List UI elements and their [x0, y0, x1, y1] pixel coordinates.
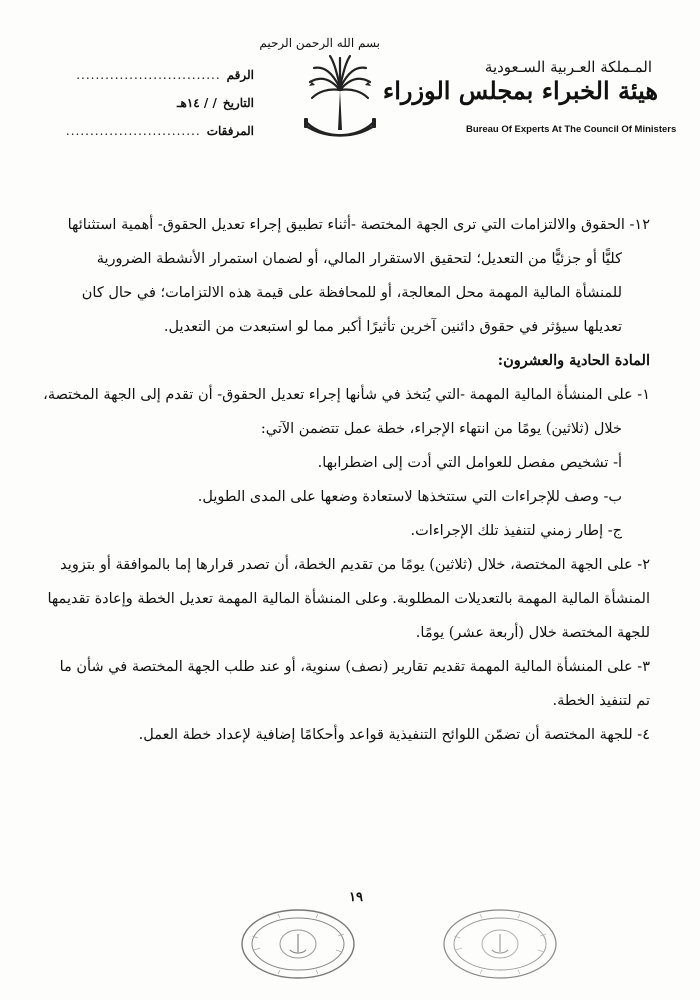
saudi-emblem	[259, 36, 380, 146]
text-line: خلال (ثلاثين) يومًا من انتهاء الإجراء، خطة عمل تتضمن الآتي:	[260, 421, 622, 437]
article-heading: المادة الحادية والعشرون:	[497, 352, 650, 369]
attachments-row	[66, 124, 254, 138]
text-line: كليًّا أو جزئيًّا من التعديل؛ لتحقيق الاستقرار المالي، أو لضمان استمرار الأنشطة الضرورية	[96, 251, 622, 267]
text-line: ١- على المنشأة المالية المهمة -التي يُتخذ في شأنها إجراء تعديل الحقوق- أن تقدم إلى الجهة المختصة،	[43, 387, 650, 403]
reference-number-blank: ..............................	[76, 68, 221, 82]
text-line: ج- إطار زمني لتنفيذ تلك الإجراءات.	[410, 523, 622, 539]
kingdom-name: المـملكة العـربية السـعودية	[484, 58, 652, 76]
text-line: المنشأة المالية المهمة بالتعديلات المطلوبة. وعلى المنشأة المالية المهمة تعديل الخطة وإعادة تقديمها	[47, 591, 650, 607]
page-number: ١٩	[349, 890, 363, 905]
bureau-name-english: Bureau Of Experts At The Council Of Ministers	[466, 124, 677, 135]
text-line: ٤- للجهة المختصة أن تضمّن اللوائح التنفيذية قواعد وأحكامًا إضافية لإعداد خطة العمل.	[138, 727, 650, 743]
date-value: / / ١٤هـ	[176, 96, 217, 110]
palm-swords-icon	[300, 52, 380, 144]
attachments-blank: ............................	[65, 124, 201, 138]
text-line: للمنشأة المالية المهمة محل المعالجة، أو للمحافظة على قيمة هذه الالتزامات؛ في حال كان	[81, 285, 622, 301]
bureau-name-arabic: هيئة الخبراء بمجلس الوزراء	[382, 76, 658, 105]
reference-number-row	[76, 68, 254, 82]
text-line: للجهة المختصة خلال (أربعة عشر) يومًا.	[415, 625, 650, 641]
attachments-label: المرفقات	[206, 124, 254, 138]
text-line: تعديلها سيؤثر في حقوق دائنين آخرين تأثيرًا أكبر مما لو استبعدت من التعديل.	[163, 319, 622, 335]
date-label: التاريخ	[222, 96, 254, 110]
text-line: ٣- على المنشأة المالية المهمة تقديم تقارير (نصف) سنوية، أو عند طلب الجهة المختصة في شأن ما	[59, 659, 650, 675]
text-line: أ- تشخيص مفصل للعوامل التي أدت إلى اضطرابها.	[317, 455, 622, 471]
text-line: ٢- على الجهة المختصة، خلال (ثلاثين) يومًا من تقديم الخطة، أن تصدر قرارها إما بالموافقة أو بتزويد	[60, 557, 650, 573]
official-seal-icon	[238, 906, 358, 982]
text-line: ١٢- الحقوق والالتزامات التي ترى الجهة المختصة -أثناء تطبيق إجراء تعديل الحقوق- أهمية استثنائها	[67, 217, 650, 233]
basmala: بسم الله الرحمن الرحيم	[259, 36, 380, 50]
letterhead-issuer	[382, 58, 677, 142]
document-body	[43, 208, 650, 752]
text-line: تم لتنفيذ الخطة.	[552, 693, 650, 709]
text-line: ب- وصف للإجراءات التي ستتخذها لاستعادة وضعها على المدى الطويل.	[197, 489, 622, 505]
official-seal-icon	[440, 906, 560, 982]
reference-fields	[44, 64, 254, 144]
date-row	[177, 96, 254, 110]
reference-number-label: الرقم	[226, 68, 254, 82]
